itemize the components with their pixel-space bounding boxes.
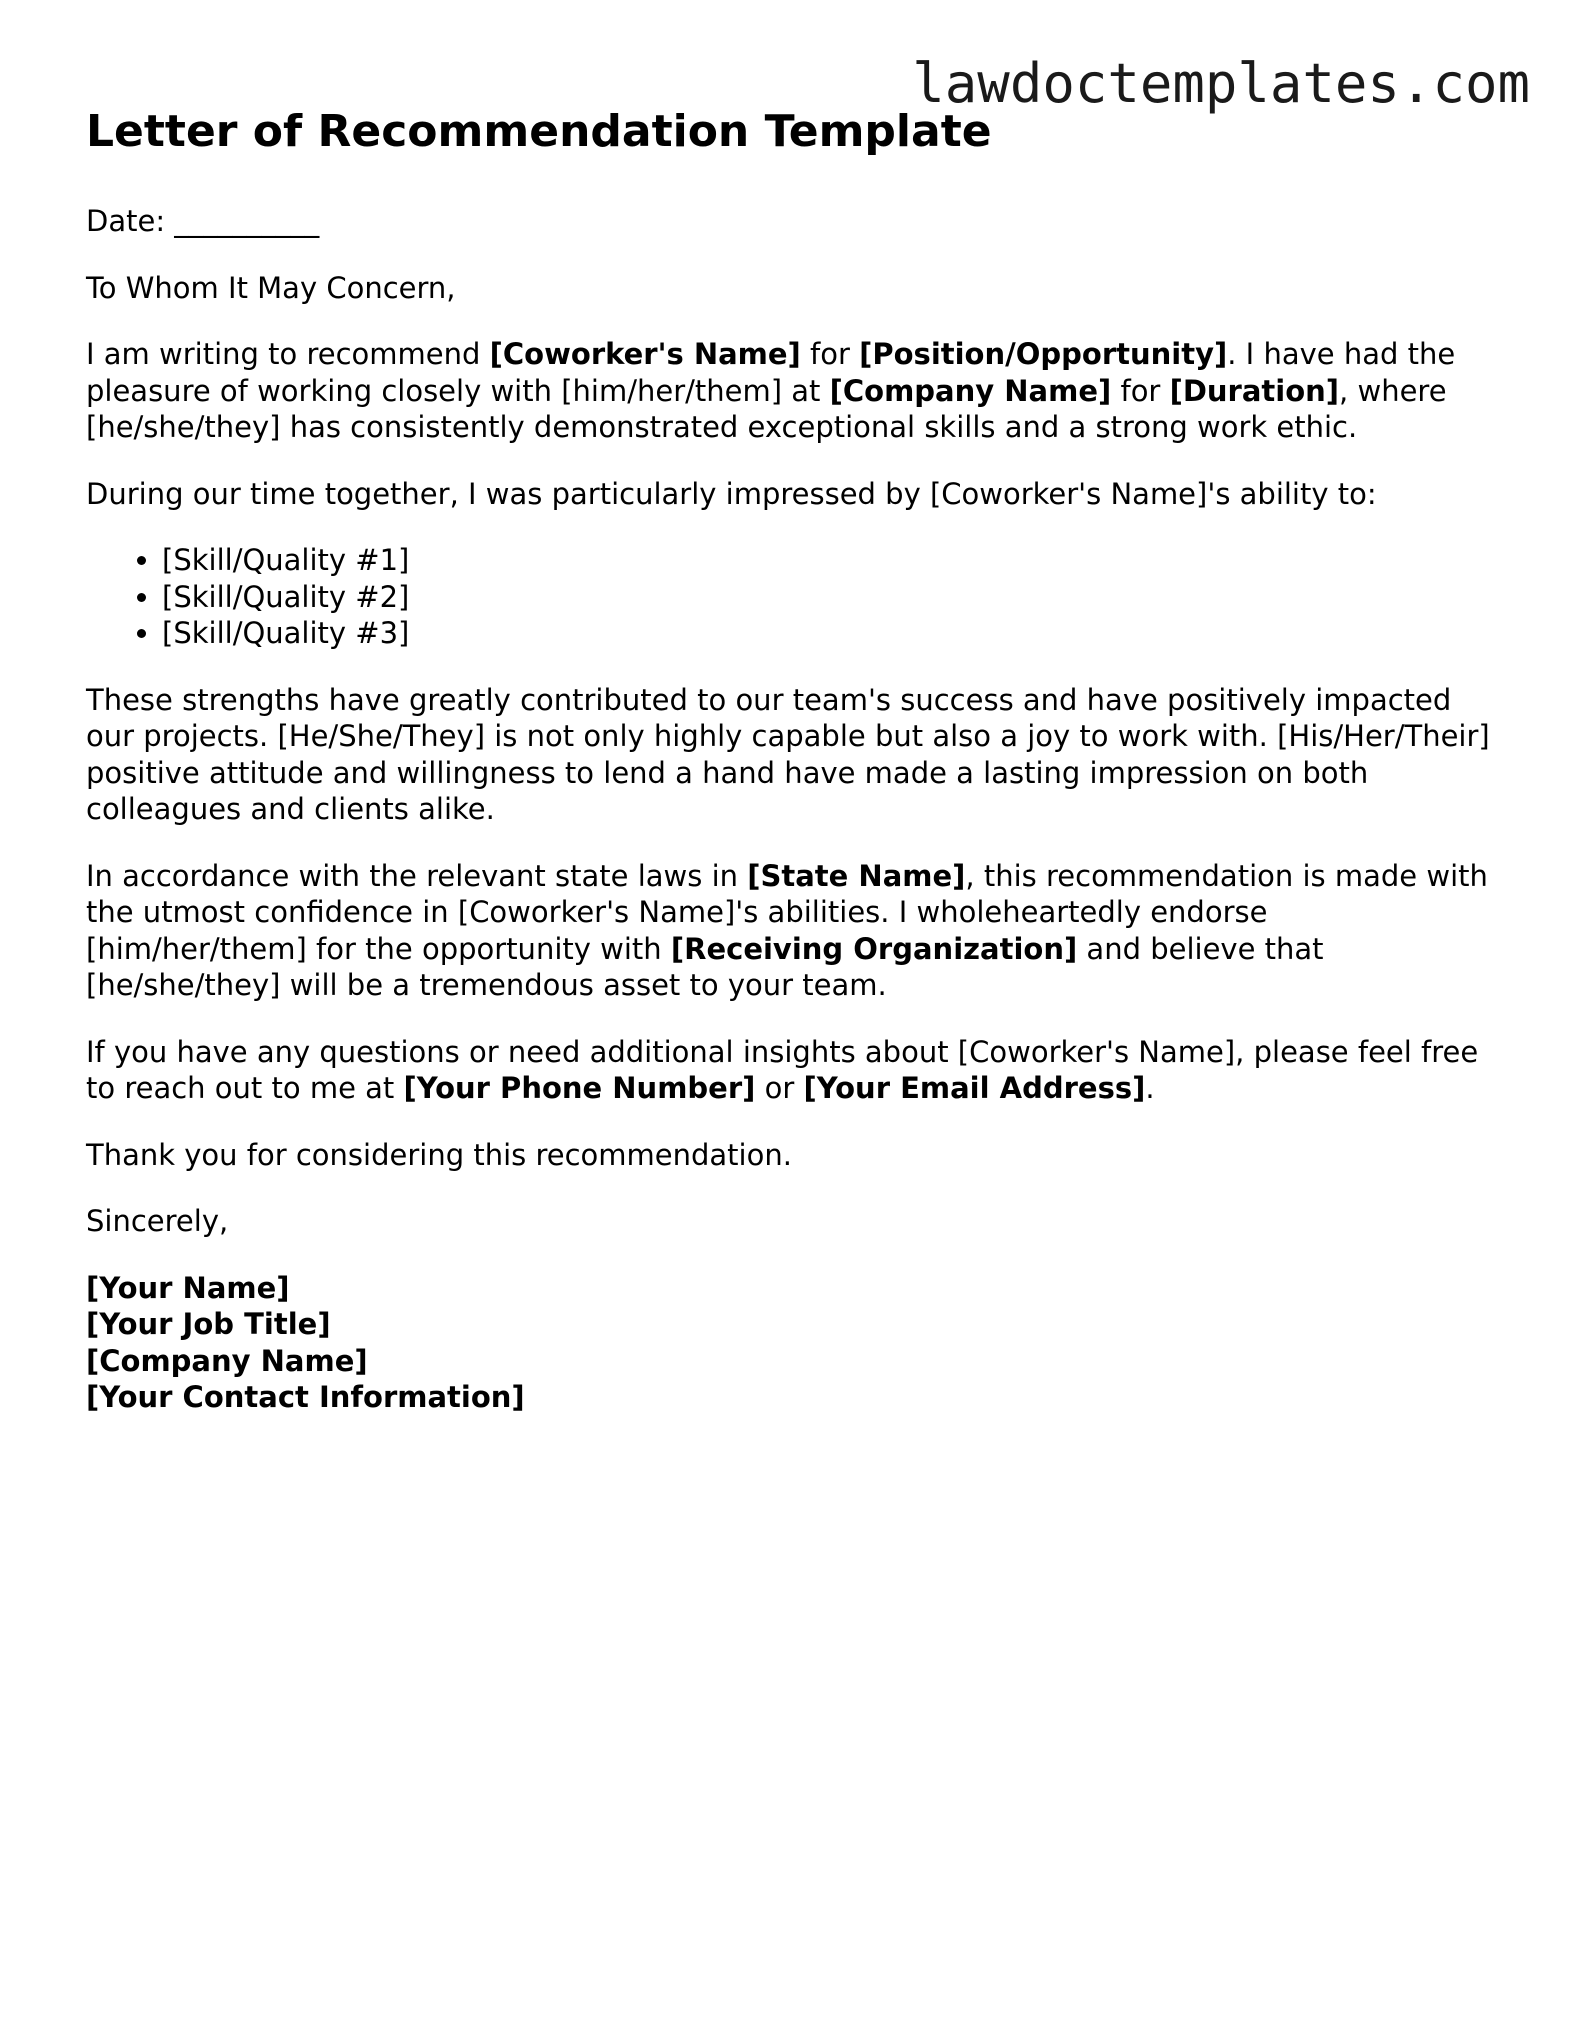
- signature-name: [Your Name]: [86, 1270, 290, 1305]
- list-item: • [Skill/Quality #2]: [162, 579, 1496, 616]
- text: for: [800, 337, 860, 371]
- paragraph-state-law: [86, 858, 1496, 1004]
- phone-number-placeholder: [Your Phone Number]: [403, 1071, 756, 1105]
- signature-contact: [Your Contact Information]: [86, 1380, 525, 1414]
- coworker-name-placeholder: [Coworker's Name]: [489, 337, 801, 371]
- signature-job-title: [Your Job Title]: [86, 1307, 331, 1341]
- greeting: To Whom It May Concern,: [86, 270, 456, 305]
- text: If you have any questions or need additional insights about [Coworker's Name], please feel free to reach out to me at: [86, 1034, 1479, 1105]
- paragraph-intro: [86, 336, 1496, 446]
- list-item: • [Skill/Quality #3]: [162, 615, 1496, 652]
- text: for: [1111, 373, 1170, 408]
- email-address-placeholder: [Your Email Address]: [803, 1071, 1146, 1105]
- text: . I have had the pleasure of working closely with [him/her/them] at: [86, 337, 1456, 408]
- duration-placeholder: [Duration]: [1169, 373, 1340, 408]
- list-item: • [Skill/Quality #1]: [162, 542, 1496, 579]
- watermark-text: lawdoctemplates.com: [912, 52, 1530, 115]
- text: and believe that [he/she/they] will be a tremendous asset to your team.: [86, 931, 1324, 1002]
- company-name-placeholder: [Company Name]: [829, 373, 1112, 408]
- page-title: Letter of Recommendation Template: [86, 106, 992, 157]
- state-name-placeholder: [State Name]: [747, 858, 966, 893]
- date-line: Date: __________: [86, 204, 320, 238]
- signature-block: [86, 1270, 1496, 1416]
- paragraph-thanks: Thank you for considering this recommendation.: [86, 1137, 792, 1172]
- skills-list: [86, 542, 1496, 652]
- text: In accordance with the relevant state laws in: [86, 858, 748, 893]
- signature-company: [Company Name]: [86, 1343, 368, 1378]
- text: , where [he/she/they] has consistently demonstrated exceptional skills and a strong work ethic.: [86, 373, 1447, 444]
- paragraph-strengths: These strengths have greatly contributed to our team's success and have positively impacted our projects. [He/She/They] is not only highly capable but also a joy to work with. [His/Her/Their] positive attitude and willingness to lend a hand have made a lasting impression on both colleagues and clients alike.: [86, 682, 1490, 826]
- paragraph-abilities-intro: During our time together, I was particularly impressed by [Coworker's Name]'s ability to:: [86, 476, 1377, 511]
- paragraph-contact: [86, 1034, 1496, 1107]
- text: I am writing to recommend: [86, 337, 490, 371]
- text: , this recommendation is made with the utmost confidence in [Coworker's Name]'s abilities. I wholeheartedly endorse [him/her/them] for the opportunity with: [86, 858, 1488, 966]
- document-page: [86, 104, 1496, 1416]
- receiving-organization-placeholder: [Receiving Organization]: [670, 931, 1078, 966]
- closing: Sincerely,: [86, 1204, 229, 1238]
- position-placeholder: [Position/Opportunity]: [859, 337, 1228, 371]
- text: or: [755, 1071, 804, 1105]
- text: .: [1145, 1071, 1155, 1105]
